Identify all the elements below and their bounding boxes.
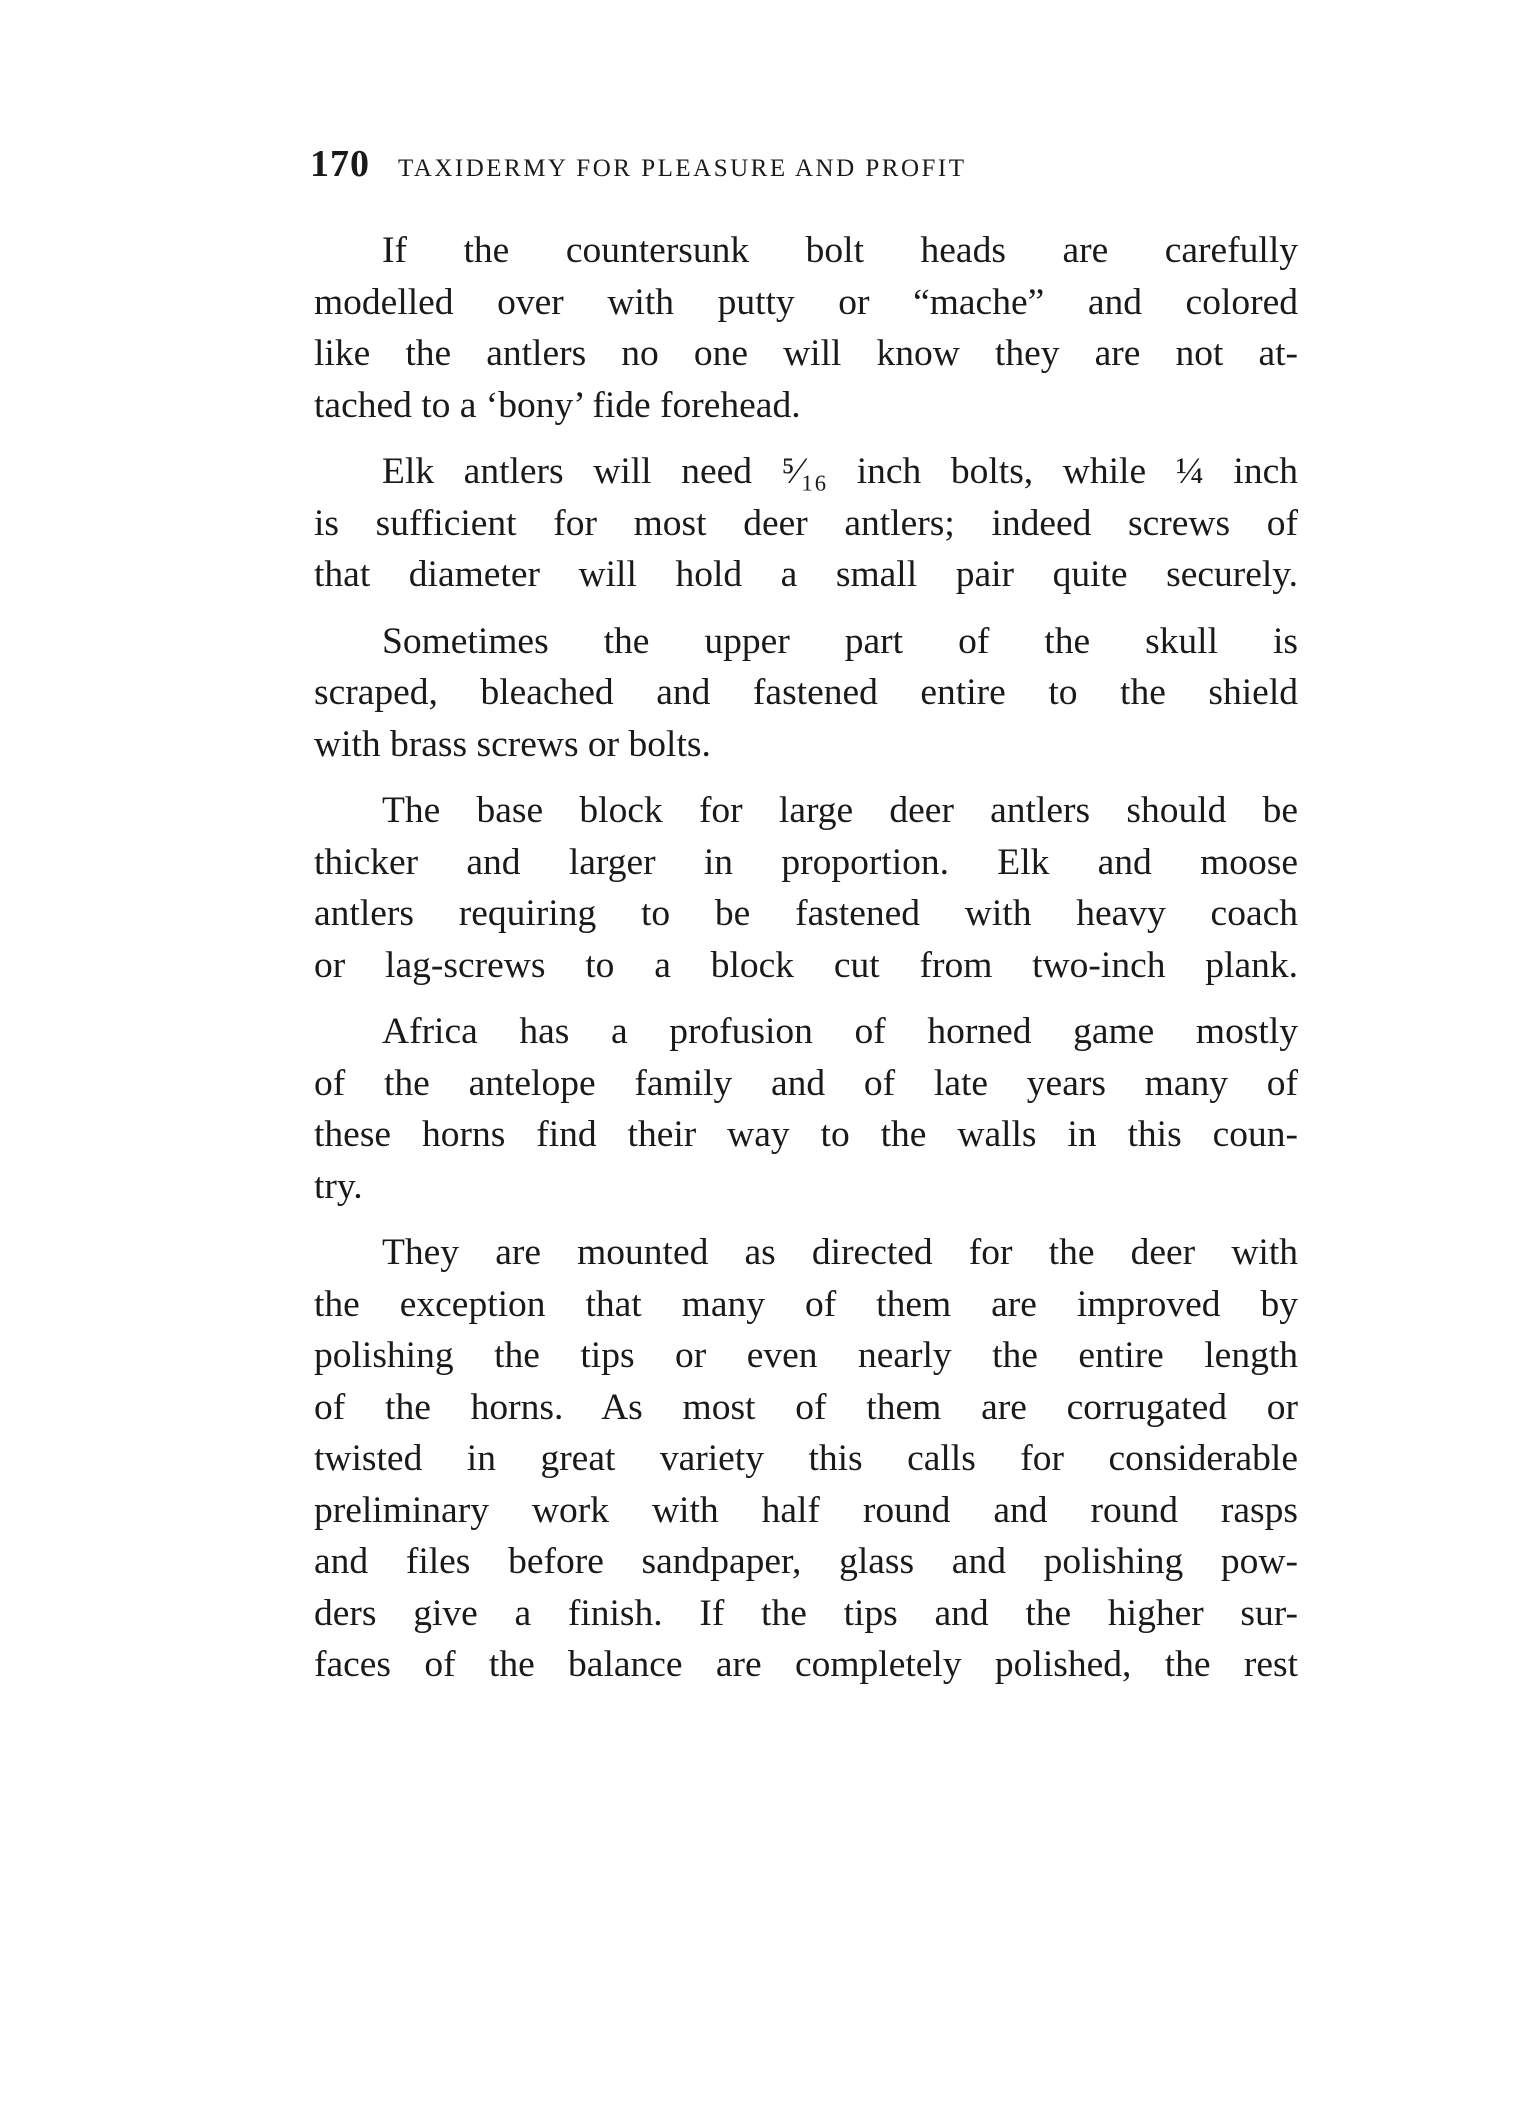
paragraph-6 [314,1227,1298,1691]
text-line: polishing the tips or even nearly the entire length [314,1335,1298,1376]
text-line: scraped, bleached and fastened entire to the shield [314,672,1298,713]
text-line: with brass screws or bolts. [314,723,711,765]
text-line: and files before sandpaper, glass and polishing pow- [314,1541,1298,1582]
text-line: If the countersunk bolt heads are carefully [382,230,1298,271]
text-line: The base block for large deer antlers should be [382,790,1298,831]
text-line: preliminary work with half round and round rasps [314,1489,1298,1531]
text-line: tached to a ‘bony’ fide forehead. [314,384,801,426]
text-line: Elk antlers will need ⁵⁄₁₆ inch bolts, while ¼ inch [382,451,1298,492]
text-line: that diameter will hold a small pair quite securely. [314,554,1298,595]
running-head [310,142,1310,185]
paragraph-3 [314,616,1298,771]
text-line: faces of the balance are completely polished, the rest [314,1644,1298,1685]
text-line: these horns find their way to the walls in this coun- [314,1114,1298,1155]
page-number: 170 [310,143,370,185]
text-line: antlers requiring to be fastened with heavy coach [314,893,1298,934]
text-line: They are mounted as directed for the deer with [382,1232,1298,1273]
running-title: TAXIDERMY FOR PLEASURE AND PROFIT [398,155,967,182]
text-line: like the antlers no one will know they are not at- [314,333,1298,374]
text-line: Africa has a profusion of horned game mostly [382,1011,1298,1052]
paragraph-2 [314,446,1298,601]
text-line: thicker and larger in proportion. Elk and moose [314,841,1298,883]
paragraph-5 [314,1006,1298,1212]
text-line: twisted in great variety this calls for considerable [314,1438,1298,1479]
text-line: try. [314,1165,363,1207]
text-line: of the horns. As most of them are corrugated or [314,1386,1298,1428]
text-line: is sufficient for most deer antlers; indeed screws of [314,502,1298,544]
text-line: Sometimes the upper part of the skull is [382,620,1298,662]
text-line: modelled over with putty or “mache” and colored [314,281,1298,323]
text-line: of the antelope family and of late years many of [314,1062,1298,1104]
text-line: the exception that many of them are improved by [314,1283,1298,1325]
text-line: or lag-screws to a block cut from two-inch plank. [314,944,1298,986]
text-line: ders give a finish. If the tips and the higher sur- [314,1592,1298,1634]
paragraph-1 [314,225,1298,431]
paragraph-4 [314,785,1298,991]
body-text [314,225,1298,1706]
